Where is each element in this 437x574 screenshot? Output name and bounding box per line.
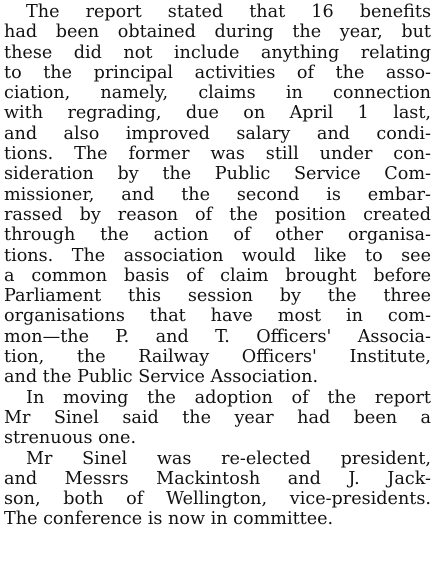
text-line: mon—the P. and T. Officers' Associa- <box>4 326 431 347</box>
text-line: tions. The former was still under con- <box>4 144 431 165</box>
text-line: had been obtained during the year, but <box>4 22 431 43</box>
text-line: to the principal activities of the asso- <box>4 62 431 83</box>
text-line: with regrading, due on April 1 last, <box>4 103 431 124</box>
text-line: and Messrs Mackintosh and J. Jack- <box>4 468 431 489</box>
text-line: organisations that have most in com- <box>4 306 431 327</box>
text-line: The conference is now in committee. <box>4 509 334 530</box>
text-line: and the Public Service Association. <box>4 367 319 388</box>
text-line: these did not include anything relating <box>4 42 431 63</box>
text-line: son, both of Wellington, vice-presidents. <box>4 489 431 510</box>
text-line: In moving the adoption of the report <box>26 387 431 408</box>
text-line: missioner, and the second is embar- <box>4 184 431 205</box>
text-line: Parliament this session by the three <box>4 286 431 307</box>
text-line: rassed by reason of the position created <box>4 204 431 225</box>
text-line: The report stated that 16 benefits <box>26 2 431 22</box>
text-line: and also improved salary and condi- <box>4 123 431 144</box>
text-line: a common basis of claim brought before <box>4 265 431 286</box>
text-line: through the action of other organisa- <box>4 225 431 246</box>
text-line: strenuous one. <box>4 428 137 449</box>
text-line: ciation, namely, claims in connection <box>4 83 431 104</box>
text-line: tion, the Railway Officers' Institute, <box>4 347 431 368</box>
text-line: Mr Sinel said the year had been a <box>4 407 431 428</box>
text-line: sideration by the Public Service Com- <box>4 164 431 185</box>
text-line: Mr Sinel was re-elected president, <box>26 448 431 469</box>
text-line: tions. The association would like to see <box>4 245 431 266</box>
